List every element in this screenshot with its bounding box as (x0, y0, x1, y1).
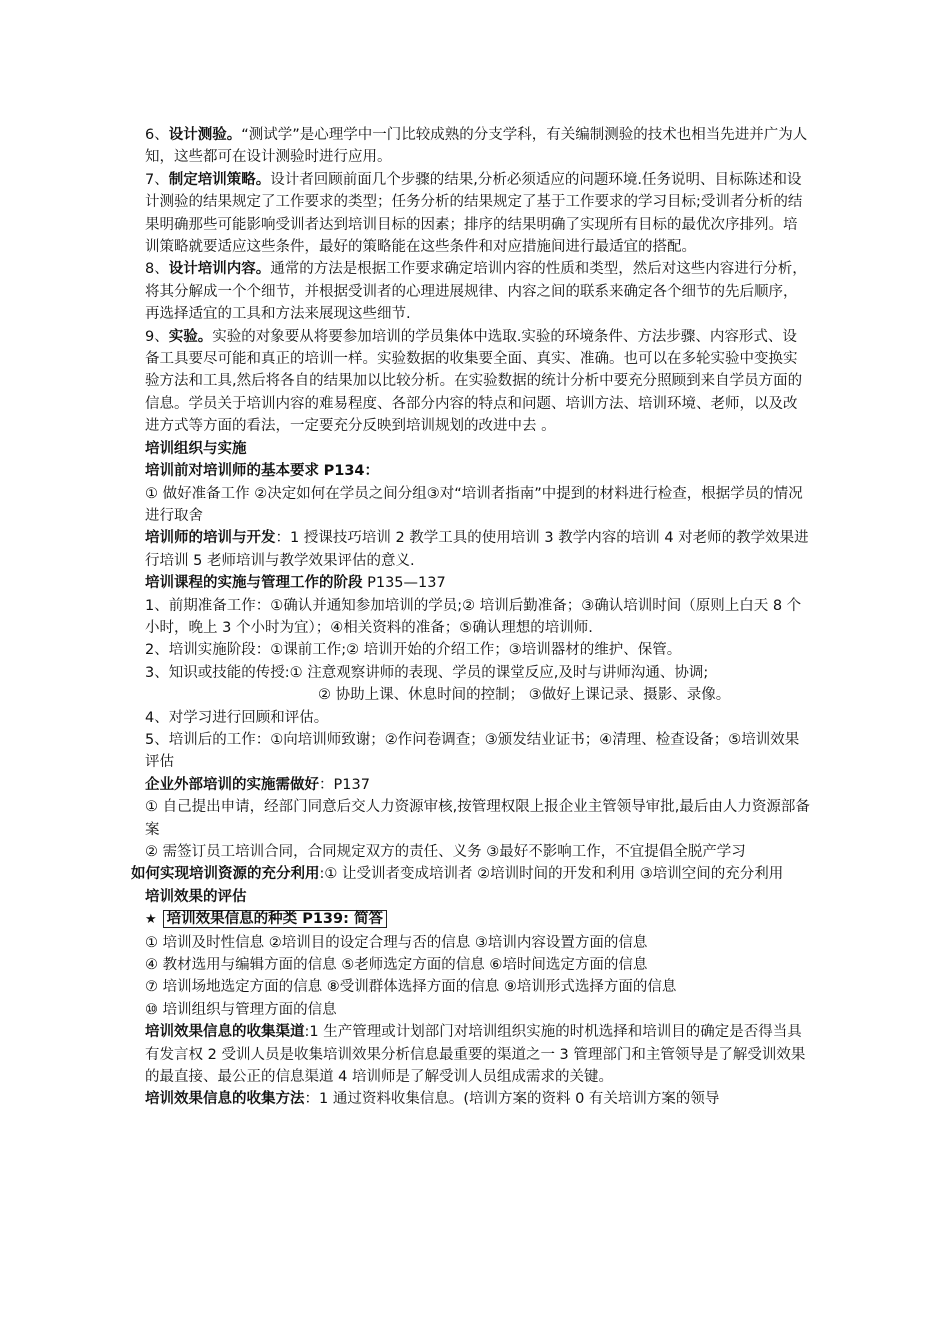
page-ref: P135—137 (362, 575, 446, 592)
item-heading: 制定培训策略。 (168, 171, 271, 188)
paragraph-7 (145, 169, 810, 259)
stage-item: 2、培训实施阶段：①课前工作;② 培训开始的介绍工作；③培训器材的维护、保管。 (145, 642, 682, 659)
body-text: :1 生产管理或计划部门对培训组织实施的时机选择和培训目的确定是否得当具有发言权 2 受训人员是收集培训效果分析信息最重要的渠道之一 3 管理部门和主管领导是了解受训效果的最直接、最公正的信息渠道 4 培训师是了解受训人员组成需求的关键。 (145, 1024, 806, 1086)
section-heading-evaluation: 培训效果的评估 (145, 888, 247, 905)
item-heading: 设计测验。 (168, 127, 242, 143)
subheading: 培训前对培训师的基本要求 (145, 463, 319, 480)
subheading: 培训师的培训与开发 (145, 530, 276, 547)
subheading: 如何实现培训资源的充分利用 (131, 866, 320, 883)
paragraph-6 (145, 124, 810, 169)
trainer-development (145, 527, 810, 572)
item-body: 实验的对象要从将要参加培训的学员集体中选取.实验的环境条件、方法步骤、内容形式、设备工具要尽可能和真正的培训一样。实验数据的收集要全面、真实、准确。也可以在多轮实验中变换实验方法和工具,然后将各自的结果加以比较分析。在实验数据的统计分析中要充分照顾到来自学员方面的信息。学员关于培训内容的难易程度、各部分内容的特点和问题、培训方法、培训环境、老师，以及改进方式等方面的看法，一定要充分反映到培训规划的改进中去 。 (145, 328, 803, 435)
item-heading: 设计培训内容。 (168, 261, 271, 278)
external-training-heading (145, 774, 810, 796)
subheading: 培训课程的实施与管理工作的阶段 (145, 575, 363, 592)
item-body: 设计者回顾前面几个步骤的结果,分析必须适应的问题环境.任务说明、目标陈述和设计测验的结果规定了工作要求的类型；任务分析的结果规定了基于工作要求的学习目标;受训者分析的结果明确那些可能影响受训者达到培训目标的因素；排序的结果明确了实现所有目标的最优次序排列。培训策略就要适应这些条件，最好的策略能在这些条件和对应措施间进行最适宜的搭配。 (145, 171, 803, 256)
body-text: ：1 授课技巧培训 2 教学工具的使用培训 3 教学内容的培训 4 对老师的教学效果进行培训 5 老师培训与教学效果评估的意义. (145, 530, 809, 569)
page-ref: ：P137 (319, 776, 370, 793)
body-text: ：1 通过资料收集信息。(培训方案的资料 0 有关培训方案的领导 (304, 1091, 720, 1108)
stage-item: 1、前期准备工作：①确认并通知参加培训的学员;② 培训后勤准备；③确认培训时间（原则上白天 8 个小时，晚上 3 个小时为宜）；④相关资料的准备；⑤确认理想的培训师. (145, 597, 802, 636)
collection-methods (145, 1088, 810, 1110)
item-body: 通常的方法是根据工作要求确定培训内容的性质和类型，然后对这些内容进行分析，将其分解成一个个细节，并根据受训者的心理进展规律、内容之间的联系来确定各个细节的先后顺序，再选择适宜的工具和方法来展现这些细节. (145, 261, 807, 323)
stages-heading (145, 572, 810, 594)
stage-item: 3、知识或技能的传授:① 注意观察讲师的表现、学员的课堂反应,及时与讲师沟通、协调; (145, 664, 709, 681)
external-training-item: ② 需签订员工培训合同，合同规定双方的责任、义务 ③最好不影响工作，不宜提倡全脱产学习 (145, 844, 746, 860)
body-text: :① 让受训者变成培训者 ②培训时间的开发和利用 ③培训空间的充分利用 (319, 866, 784, 883)
info-types-row: ⑦ 培训场地选定方面的信息 ⑧受训群体选择方面的信息 ⑨培训形式选择方面的信息 (145, 979, 677, 996)
info-types-row: ⑩ 培训组织与管理方面的信息 (145, 1001, 337, 1018)
paragraph-8 (145, 258, 810, 325)
star-icon: ★ (145, 912, 157, 928)
subheading: 培训效果信息的收集方法 (145, 1091, 305, 1108)
info-types-heading (145, 908, 810, 931)
info-types-row: ① 培训及时性信息 ②培训目的设定合理与否的信息 ③培训内容设置方面的信息 (145, 934, 648, 951)
paragraph-9 (145, 326, 810, 438)
collection-channels (145, 1021, 810, 1088)
subheading: 企业外部培训的实施需做好 (145, 776, 319, 793)
pre-training-requirements-body: ① 做好准备工作 ②决定如何在学员之间分组③对“培训者指南”中提到的材料进行检查，根据学员的情况进行取舍 (145, 485, 803, 524)
page-ref: P134： (323, 463, 380, 480)
document-page (131, 124, 810, 1111)
pre-training-requirements-heading (145, 460, 810, 482)
item-body: “测试学”是心理学中一门比较成熟的分支学科，有关编制测验的技术也相当先进并广为人知，这些都可在设计测验时进行应用。 (145, 127, 808, 166)
item-number: 9、 (145, 328, 169, 345)
stage-item: 5、培训后的工作：①向培训师致谢；②作问卷调查；③颁发结业证书；④清理、检查设备；⑤培训效果评估 (145, 731, 800, 771)
stage-item-continuation: ② 协助上课、休息时间的控制； ③做好上课记录、摄影、录像。 (318, 687, 731, 704)
info-types-row: ④ 教材选用与编辑方面的信息 ⑤老师选定方面的信息 ⑥培时间选定方面的信息 (145, 957, 648, 974)
subheading: 培训效果信息的收集渠道 (145, 1024, 305, 1041)
resource-utilization (117, 863, 810, 885)
boxed-subheading: 培训效果信息的种类 P139: 简答 (163, 910, 387, 928)
item-number: 6、 (145, 127, 169, 143)
item-number: 8、 (145, 261, 169, 278)
stage-item: 4、对学习进行回顾和评估。 (145, 709, 329, 726)
item-number: 7、 (145, 171, 169, 188)
external-training-item: ① 自己提出申请，经部门同意后交人力资源审核,按管理权限上报企业主管领导审批,最后由人力资源部备案 (145, 799, 810, 838)
section-heading-organization: 培训组织与实施 (145, 440, 247, 457)
item-heading: 实验。 (168, 328, 213, 345)
